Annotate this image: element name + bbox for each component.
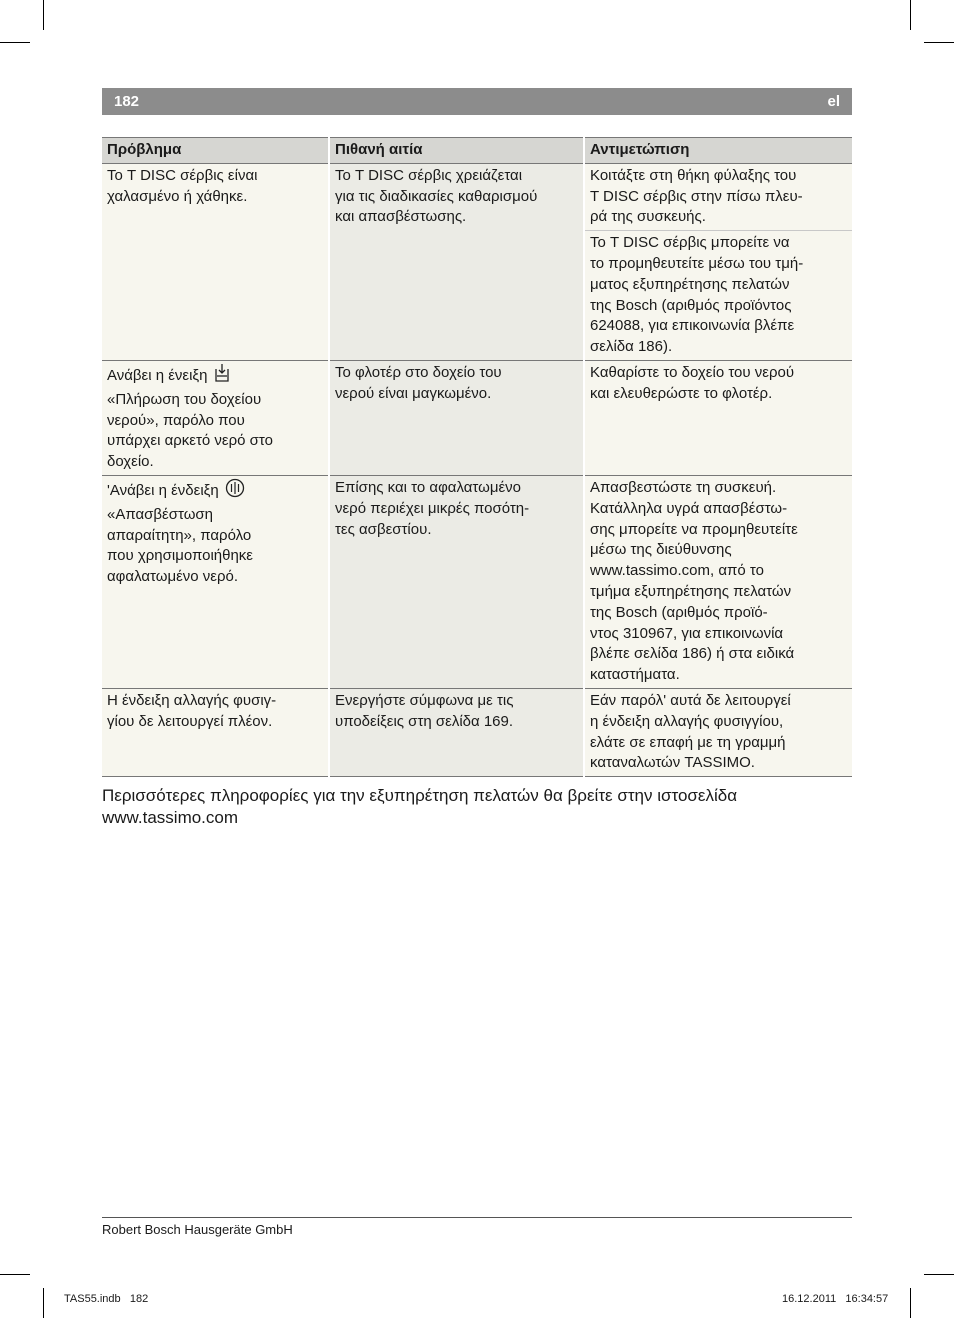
table-row [102, 688, 852, 776]
cause-cell: Ενεργήστε σύμφωνα με τις υποδείξεις στη σελίδα 169. [329, 688, 584, 776]
cause-cell: Το φλοτέρ στο δοχείο του νερού είναι μαγκωμένο. [329, 360, 584, 475]
footer-company: Robert Bosch Hausgeräte GmbH [102, 1222, 293, 1237]
footer-divider [102, 1217, 852, 1218]
water-tank-icon [214, 363, 230, 390]
problem-cell: Ανάβει η ένειξη «Πλήρωση του δοχείου νερού», παρόλο που υπάρχει αρκετό νερό στο δοχείο. [102, 360, 329, 475]
column-header-solution: Αντιμετώπιση [584, 138, 852, 164]
cause-cell: Το T DISC σέρβις χρειάζεται για τις διαδικασίες καθαρισμού και απασβέστωσης. [329, 163, 584, 360]
solution-cell: Καθαρίστε το δοχείο του νερού και ελευθερώστε το φλοτέρ. [584, 360, 852, 475]
table-row [102, 475, 852, 688]
crop-mark [924, 42, 954, 43]
print-slug-timestamp: 16.12.2011 16:34:57 [782, 1293, 889, 1305]
column-header-problem: Πρόβλημα [102, 138, 329, 164]
solution-cell: Απασβεστώστε τη συσκευή. Κατάλληλα υγρά απασβέστω- σης μπορείτε να προμηθευτείτε μέσω της διεύθυνσης www.tassimo.com, από το τμήμα εξυπηρέτησης πελατών της Bosch (αριθμός προϊό- ντος 310967, για επικοινωνία βλέπε σελίδα 186) ή στα ειδικά καταστήματα. [584, 475, 852, 688]
print-slug-file: TAS55.indb 182 [64, 1293, 149, 1305]
crop-mark [924, 1274, 954, 1275]
solution-cell: Κοιτάξτε στη θήκη φύλαξης του T DISC σέρβις στην πίσω πλευ- ρά της συσκευής. [584, 163, 852, 230]
more-info-paragraph: Περισσότερες πληροφορίες για την εξυπηρέτηση πελατών θα βρείτε στην ιστοσελίδα www.tassimo.com [102, 785, 862, 829]
website-link[interactable]: www.tassimo.com [102, 808, 239, 827]
crop-mark [43, 0, 44, 30]
column-header-cause: Πιθανή αιτία [329, 138, 584, 164]
table-row [102, 163, 852, 230]
table-row [102, 360, 852, 475]
cause-cell: Επίσης και το αφαλατωμένο νερό περιέχει μικρές ποσότη- τες ασβεστίου. [329, 475, 584, 688]
problem-cell: Το T DISC σέρβις είναι χαλασμένο ή χάθηκε. [102, 163, 329, 360]
crop-mark [0, 1274, 30, 1275]
descaling-icon [225, 478, 245, 505]
crop-mark [910, 0, 911, 30]
crop-mark [43, 1288, 44, 1318]
page-number: 182 [114, 93, 140, 110]
crop-mark [910, 1288, 911, 1318]
table-header-row [102, 138, 852, 164]
troubleshooting-table [102, 137, 852, 777]
problem-cell: 'Ανάβει η ένδειξη «Απασβέστωση απαραίτητη», παρόλο που χρησιμοποιήθηκε αφαλατωμένο νερό. [102, 475, 329, 688]
page-header-bar [102, 88, 852, 115]
solution-cell: Εάν παρόλ' αυτά δε λειτουργεί η ένδειξη αλλαγής φυσιγγίου, ελάτε σε επαφή με τη γραμμή καταναλωτών TASSIMO. [584, 688, 852, 776]
language-code: el [827, 93, 840, 110]
solution-cell: Το T DISC σέρβις μπορείτε να το προμηθευτείτε μέσω του τμή- ματος εξυπηρέτησης πελατών της Bosch (αριθμός προϊόντος 624088, για επικοινωνία βλέπε σελίδα 186). [584, 231, 852, 361]
problem-cell: Η ένδειξη αλλαγής φυσιγ- γίου δε λειτουργεί πλέον. [102, 688, 329, 776]
crop-mark [0, 42, 30, 43]
